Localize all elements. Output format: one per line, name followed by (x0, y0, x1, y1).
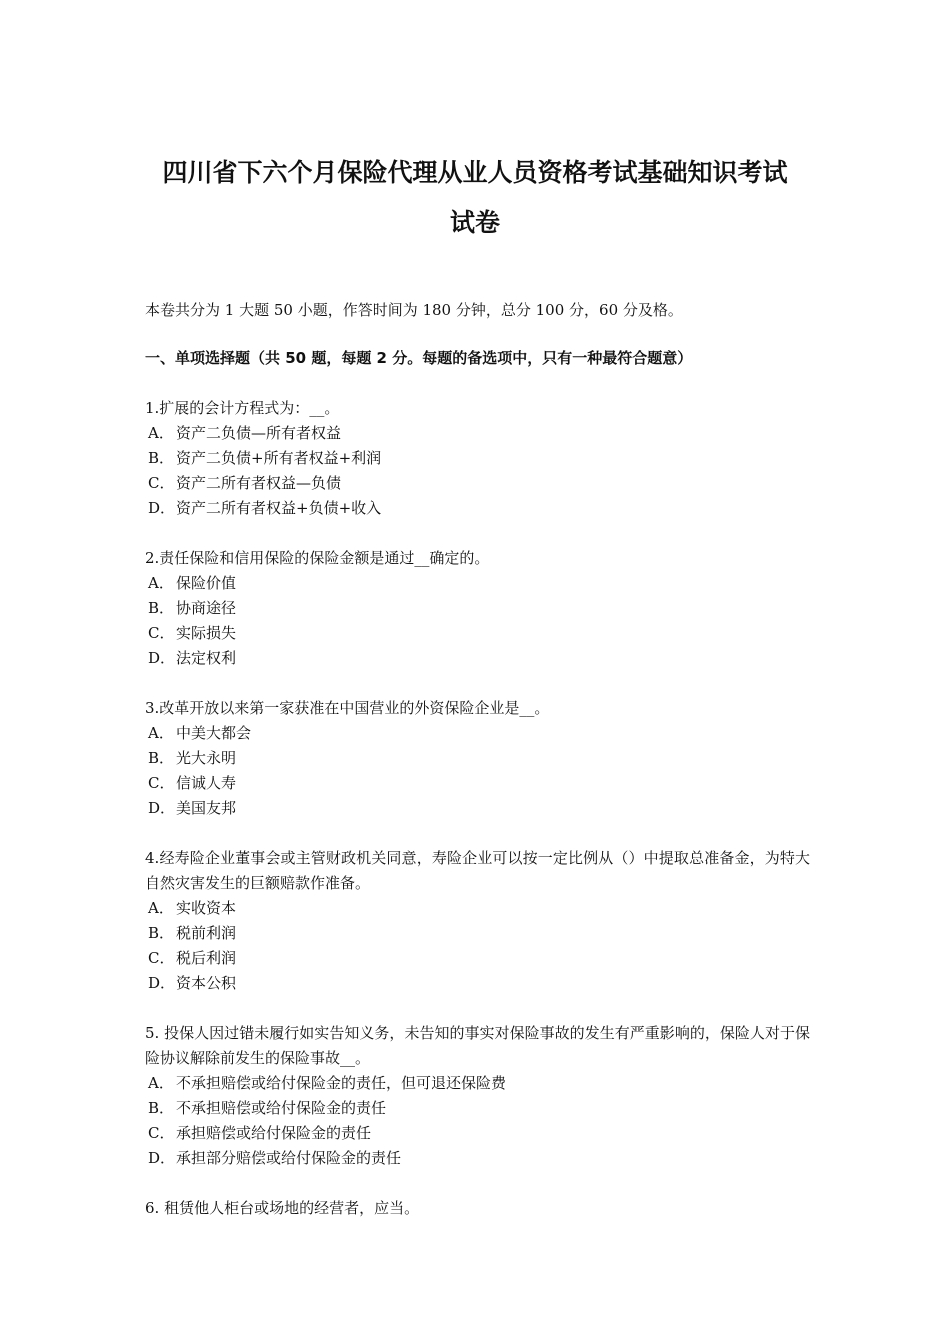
exam-intro: 本卷共分为 1 大题 50 小题，作答时间为 180 分钟，总分 100 分，60 分及格。 (145, 301, 683, 319)
option-letter: A． (148, 724, 174, 742)
option-text: 资产二负债+所有者权益+利润 (176, 449, 382, 467)
title-line-1: 四川省下六个月保险代理从业人员资格考试基础知识考试 (162, 158, 788, 187)
option-letter: D． (148, 799, 176, 817)
option-letter: A． (148, 1074, 174, 1092)
option-text: 光大永明 (176, 749, 237, 767)
option-letter: D． (148, 1149, 176, 1167)
option-text: 承担部分赔偿或给付保险金的责任 (176, 1149, 402, 1167)
option-letter: A． (148, 574, 174, 592)
answer-option (145, 596, 810, 621)
option-letter: C． (148, 624, 175, 642)
answer-option (145, 971, 810, 996)
answer-option (145, 621, 810, 646)
answer-option (145, 471, 810, 496)
answer-option (145, 921, 810, 946)
option-letter: D． (148, 649, 176, 667)
option-text: 实收资本 (176, 899, 237, 917)
answer-option (145, 571, 810, 596)
title-line-2: 试卷 (449, 208, 500, 237)
option-text: 实际损失 (176, 624, 237, 642)
question-stem: 2.责任保险和信用保险的保险金额是通过__确定的。 (145, 549, 490, 567)
answer-option (145, 796, 810, 821)
option-text: 信诚人寿 (176, 774, 237, 792)
section-heading: 一、单项选择题（共 50 题，每题 2 分。每题的备选项中，只有一种最符合题意） (145, 349, 693, 367)
option-text: 法定权利 (176, 649, 237, 667)
option-letter: B． (148, 599, 175, 617)
option-text: 美国友邦 (176, 799, 237, 817)
answer-option (145, 1071, 810, 1096)
question-stem: 5. 投保人因过错未履行如实告知义务，未告知的事实对保险事故的发生有严重影响的，保险人对于保险协议解除前发生的保险事故__。 (145, 1024, 810, 1067)
option-letter: C． (148, 774, 175, 792)
answer-option (145, 421, 810, 446)
option-letter: D． (148, 974, 176, 992)
question-stem: 4.经寿险企业董事会或主管财政机关同意，寿险企业可以按一定比例从（）中提取总准备金，为特大自然灾害发生的巨额赔款作准备。 (145, 849, 810, 892)
option-text: 税后利润 (176, 949, 237, 967)
question-list (145, 396, 810, 1246)
option-letter: A． (148, 899, 174, 917)
answer-option (145, 771, 810, 796)
option-text: 资本公积 (176, 974, 237, 992)
option-letter: A． (148, 424, 174, 442)
option-text: 保险价值 (176, 574, 237, 592)
option-letter: C． (148, 1124, 175, 1142)
option-text: 不承担赔偿或给付保险金的责任，但可退还保险费 (176, 1074, 507, 1092)
answer-option (145, 721, 810, 746)
answer-option (145, 1121, 810, 1146)
answer-option (145, 896, 810, 921)
answer-option (145, 746, 810, 771)
option-text: 税前利润 (176, 924, 237, 942)
option-letter: B． (148, 924, 175, 942)
option-letter: D． (148, 499, 176, 517)
option-text: 协商途径 (176, 599, 237, 617)
question-item (145, 396, 810, 521)
answer-option (145, 1146, 810, 1171)
question-stem: 3.改革开放以来第一家获准在中国营业的外资保险企业是__。 (145, 699, 550, 717)
answer-option (145, 646, 810, 671)
question-item (145, 846, 810, 996)
option-text: 不承担赔偿或给付保险金的责任 (176, 1099, 387, 1117)
question-item (145, 546, 810, 671)
answer-option (145, 946, 810, 971)
option-letter: B． (148, 449, 175, 467)
option-letter: C． (148, 949, 175, 967)
question-item (145, 696, 810, 821)
document-title (140, 148, 810, 248)
option-text: 资产二负债—所有者权益 (176, 424, 342, 442)
option-letter: B． (148, 1099, 175, 1117)
answer-option (145, 496, 810, 521)
option-letter: C． (148, 474, 175, 492)
option-text: 资产二所有者权益—负债 (176, 474, 342, 492)
question-item (145, 1196, 810, 1221)
answer-option (145, 1096, 810, 1121)
option-text: 承担赔偿或给付保险金的责任 (176, 1124, 372, 1142)
question-item (145, 1021, 810, 1171)
question-stem: 1.扩展的会计方程式为：__。 (145, 399, 340, 417)
question-stem: 6. 租赁他人柜台或场地的经营者，应当。 (145, 1199, 420, 1217)
option-letter: B． (148, 749, 175, 767)
answer-option (145, 446, 810, 471)
option-text: 中美大都会 (176, 724, 252, 742)
option-text: 资产二所有者权益+负债+收入 (176, 499, 382, 517)
